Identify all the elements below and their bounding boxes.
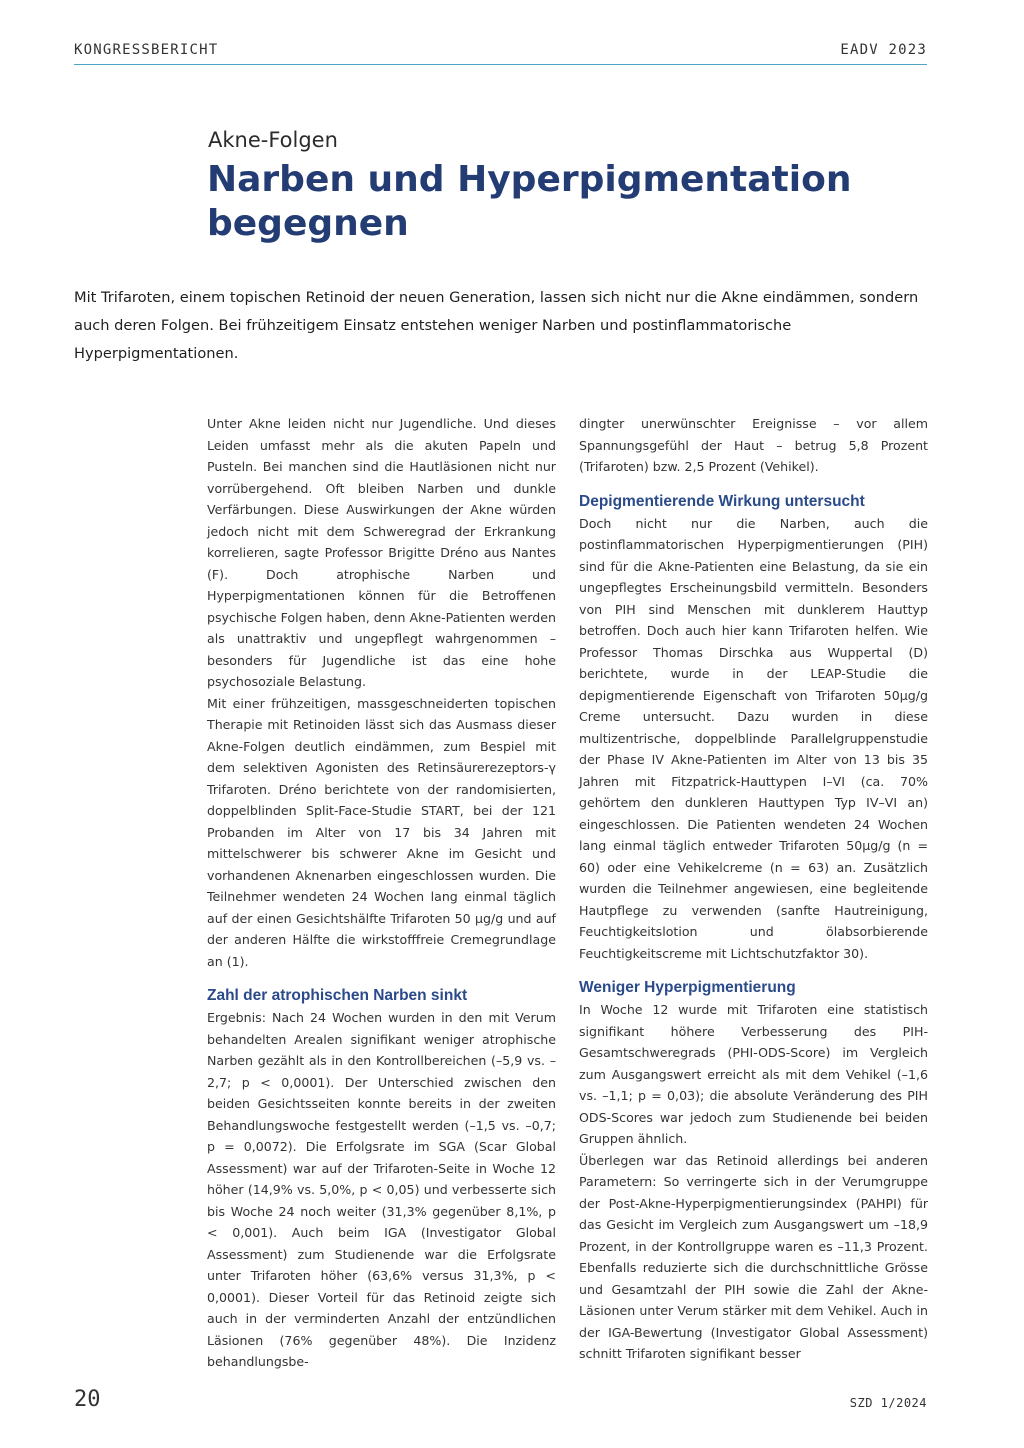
paragraph: In Woche 12 wurde mit Trifaroten eine statistisch signifikant höhere Verbesserung des PIH-Gesamtschweregrads (PHI-ODS-Score) im Vergleich zum Ausgangswert erreicht als mit dem Vehikel (–1,6 vs. –1,1; p = 0,03); die absolute Veränderung des PIH ODS-Scores war jedoch zum Studienende bei beiden Gruppen ähnlich.	[579, 1002, 928, 1146]
article-kicker: Akne-Folgen	[208, 128, 338, 152]
paragraph: Mit einer frühzeitigen, massgeschneiderten topischen Therapie mit Retinoiden lässt sich das Ausmass dieser Akne-Folgen deutlich eindämmen, zum Bespiel mit dem selektiven Agonisten des Retinsäurerezeptors-γ Trifaroten. Dréno berichtete von der randomisierten, doppelblinden Split-Face-Studie START, bei der 121 Probanden im Alter von 17 bis 34 Jahren mit mittelschwerer bis schwerer Akne im Gesicht und vorhandenen Aknenarben eingeschlossen wurden. Die Teilnehmer wendeten 24 Wochen lang einmal täglich auf der einen Gesichtshälfte Trifaroten 50 µg/g und auf der anderen Hälfte die wirkstofffreie Cremegrundlage an (1).	[207, 695, 556, 969]
subheading: Depigmentierende Wirkung untersucht	[579, 492, 865, 510]
right-column	[579, 413, 928, 1365]
left-column	[207, 413, 556, 1373]
paragraph: Überlegen war das Retinoid allerdings bei anderen Parametern: So verringerte sich in der Verumgruppe der Post-Akne-Hyperpigmentierungsindex (PAHPI) für das Gesicht im Vergleich zum Ausgangswert um –18,9 Prozent, in der Kontrollgruppe waren es –11,3 Prozent. Ebenfalls reduzierte sich die durchschnittliche Grösse und Gesamtzahl der PIH sowie die Zahl der Akne-Läsionen unter Verum stärker mit dem Vehikel. Auch in der IGA-Bewertung (Investigator Global Assessment) schnitt Trifaroten signifikant besser	[579, 1152, 928, 1361]
header-section: KONGRESSBERICHT	[74, 42, 219, 58]
page-number: 20	[74, 1387, 101, 1412]
header-event: EADV 2023	[840, 42, 927, 58]
paragraph: Ergebnis: Nach 24 Wochen wurden in den mit Verum behandelten Arealen signifikant weniger atrophische Narben gezählt als in den Kontrollbereichen (–5,9 vs. –2,7; p < 0,0001). Der Unterschied zwischen den beiden Gesichtsseiten konnte bereits in der zweiten Behandlungswoche festgestellt werden (–1,5 vs. –0,7; p = 0,0072). Die Erfolgsrate im SGA (Scar Global Assessment) war auf der Trifaroten-Seite in Woche 12 höher (14,9% vs. 5,0%, p < 0,05) und verbesserte sich bis Woche 24 noch weiter (31,3% gegenüber 8,1%, p < 0,001). Auch beim IGA (Investigator Global Assessment) zum Studienende war die Erfolgsrate unter Trifaroten höher (63,6% versus 31,3%, p < 0,0001). Dieser Vorteil für das Retinoid zeigte sich auch in der verminderten Anzahl der entzündlichen Läsionen (76% gegenüber 48%). Die Inzidenz behandlungsbe-	[207, 1010, 556, 1369]
paragraph: Doch nicht nur die Narben, auch die postinflammatorischen Hyperpigmentierungen (PIH) sind für die Akne-Patienten eine Belastung, da sie ein ungepflegtes Erscheinungsbild vermitteln. Besonders von PIH sind Menschen mit dunklerem Hauttyp betroffen. Doch auch hier kann Trifaroten helfen. Wie Professor Thomas Dirschka aus Wuppertal (D) berichtete, wurde in der LEAP-Studie die depigmentierende Eigenschaft von Trifaroten 50µg/g Creme untersucht. Dazu wurden in diese multizentrische, doppelblinde Parallelgruppenstudie der Phase IV Akne-Patienten im Alter von 13 bis 35 Jahren mit Fitzpatrick-Hauttypen I–VI (ca. 70% gehörtem den dunkleren Hauttypen Typ IV–VI an) eingeschlossen. Die Patienten wendeten 24 Wochen lang einmal täglich entweder Trifaroten 50µg/g (n = 60) oder eine Vehikelcreme (n = 63) an. Zusätzlich wurden die Teilnehmer angewiesen, eine begleitende Hautpflege zu verwenden (sanfte Hautreinigung, Feuchtigkeitslotion und ölabsorbierende Feuchtigkeitscreme mit Lichtschutzfaktor 30).	[579, 515, 928, 961]
issue-label: SZD 1/2024	[849, 1396, 927, 1410]
paragraph: dingter unerwünschter Ereignisse – vor allem Spannungsgefühl der Haut – betrug 5,8 Prozent (Trifaroten) bzw. 2,5 Prozent (Vehikel).	[579, 416, 928, 474]
subheading: Zahl der atrophischen Narben sinkt	[207, 987, 468, 1004]
subheading: Weniger Hyperpigmentierung	[579, 979, 796, 996]
article-title: Narben und Hyperpigmentation begegnen	[207, 159, 852, 244]
article-lead: Mit Trifaroten, einem topischen Retinoid der neuen Generation, lassen sich nicht nur die Akne eindämmen, sondern auch deren Folgen. Bei frühzeitigem Einsatz entstehen weniger Narben und postinflammatorische Hyperpigmentationen.	[74, 289, 919, 362]
running-header	[74, 42, 927, 65]
paragraph: Unter Akne leiden nicht nur Jugendliche. Und dieses Leiden umfasst mehr als die akuten Papeln und Pusteln. Bei manchen sind die Hautläsionen nicht nur vorrübergehend. Oft bleiben Narben und dunkle Verfärbungen. Diese Auswirkungen der Akne würden jedoch nicht mit dem Schweregrad der Erkrankung korrelieren, sagte Professor Brigitte Dréno aus Nantes (F). Doch atrophische Narben und Hyperpigmentationen können für die Betroffenen psychische Folgen haben, denn Akne-Patienten werden als unattraktiv und ungepflegt wahrgenommen – besonders für Jugendliche ist das eine hohe psychosoziale Belastung.	[207, 416, 556, 689]
